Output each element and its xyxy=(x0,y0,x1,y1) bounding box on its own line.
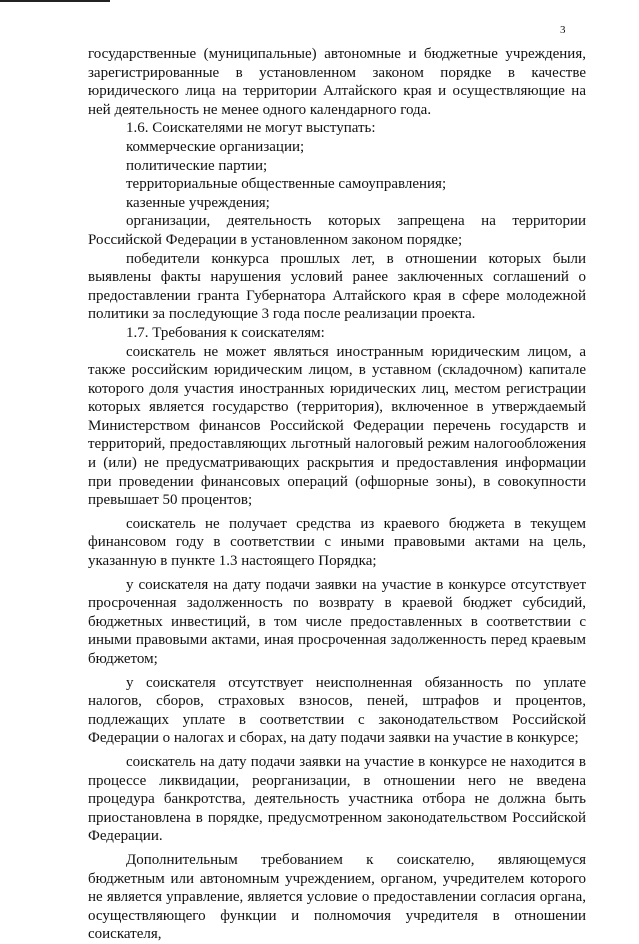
paragraph: Дополнительным требованием к соискателю, являющемуся бюджетным или автономным учреждением, органом, учредителем которого не является управление, является условие о предоставлении согласия органа, осуществляющего функции и полномочия учредителя в отношении соискателя, xyxy=(88,851,586,943)
paragraph: государственные (муниципальные) автономные и бюджетные учреждения, зарегистрированные в установленном законом порядке в качестве юридического лица на территории Алтайского края и осуществляющие на ней деятельность не менее одного календарного года. xyxy=(88,46,586,118)
document-body xyxy=(88,45,586,944)
list-item: соискатель не получает средства из краевого бюджета в текущем финансовом году в соответствии с иными правовыми актами на цель, указанную в пункте 1.3 настоящего Порядка; xyxy=(88,515,586,570)
list-item: соискатель не может являться иностранным юридическим лицом, а также российским юридическим лицом, в уставном (складочном) капитале которого доля участия иностранных юридических лиц, местом регистрации которых является государство (территория), включенное в утверждаемый Министерством финансов Российской Федерации перечень государств и территорий, предоставляющих льготный налоговый режим налогообложения и (или) не предусматривающих раскрытия и предоставления информации при проведении финансовых операций (офшорные зоны), в совокупности превышает 50 процентов; xyxy=(88,343,586,509)
list-item: организации, деятельность которых запрещена на территории Российской Федерации в установленном законом порядке; xyxy=(88,213,586,248)
list-item: победители конкурса прошлых лет, в отношении которых были выявлены факты нарушения условий ранее заключенных соглашений о предоставлении гранта Губернатора Алтайского края в сфере молодежной политики за последующие 3 года после реализации проекта. xyxy=(88,250,586,323)
list-item: территориальные общественные самоуправления; xyxy=(126,176,447,193)
top-rule xyxy=(0,0,110,2)
page-number: 3 xyxy=(560,24,566,36)
list-item: у соискателя на дату подачи заявки на участие в конкурсе отсутствует просроченная задолженность по возврату в краевой бюджет субсидий, бюджетных инвестиций, в том числе предоставленных в соответствии с иными правовыми актами, иная просроченная задолженность перед краевым бюджетом; xyxy=(88,576,586,667)
list-item: соискатель на дату подачи заявки на участие в конкурсе не находится в процессе ликвидации, реорганизации, в отношении него не введена процедура банкротства, деятельность участника отбора не должна быть приостановлена в порядке, предусмотренном законодательством Российской Федерации. xyxy=(88,753,586,845)
section-heading: 1.6. Соискателями не могут выступать: xyxy=(126,120,376,137)
list-item: политические партии; xyxy=(126,157,268,174)
list-item: казенные учреждения; xyxy=(126,194,270,211)
list-item: у соискателя отсутствует неисполненная обязанность по уплате налогов, сборов, страховых взносов, пеней, штрафов и процентов, подлежащих уплате в соответствии с законодательством Российской Федерации о налогах и сборах, на дату подачи заявки на участие в конкурсе; xyxy=(88,674,586,747)
list-item: коммерческие организации; xyxy=(126,138,305,155)
section-heading: 1.7. Требования к соискателям: xyxy=(126,324,325,341)
